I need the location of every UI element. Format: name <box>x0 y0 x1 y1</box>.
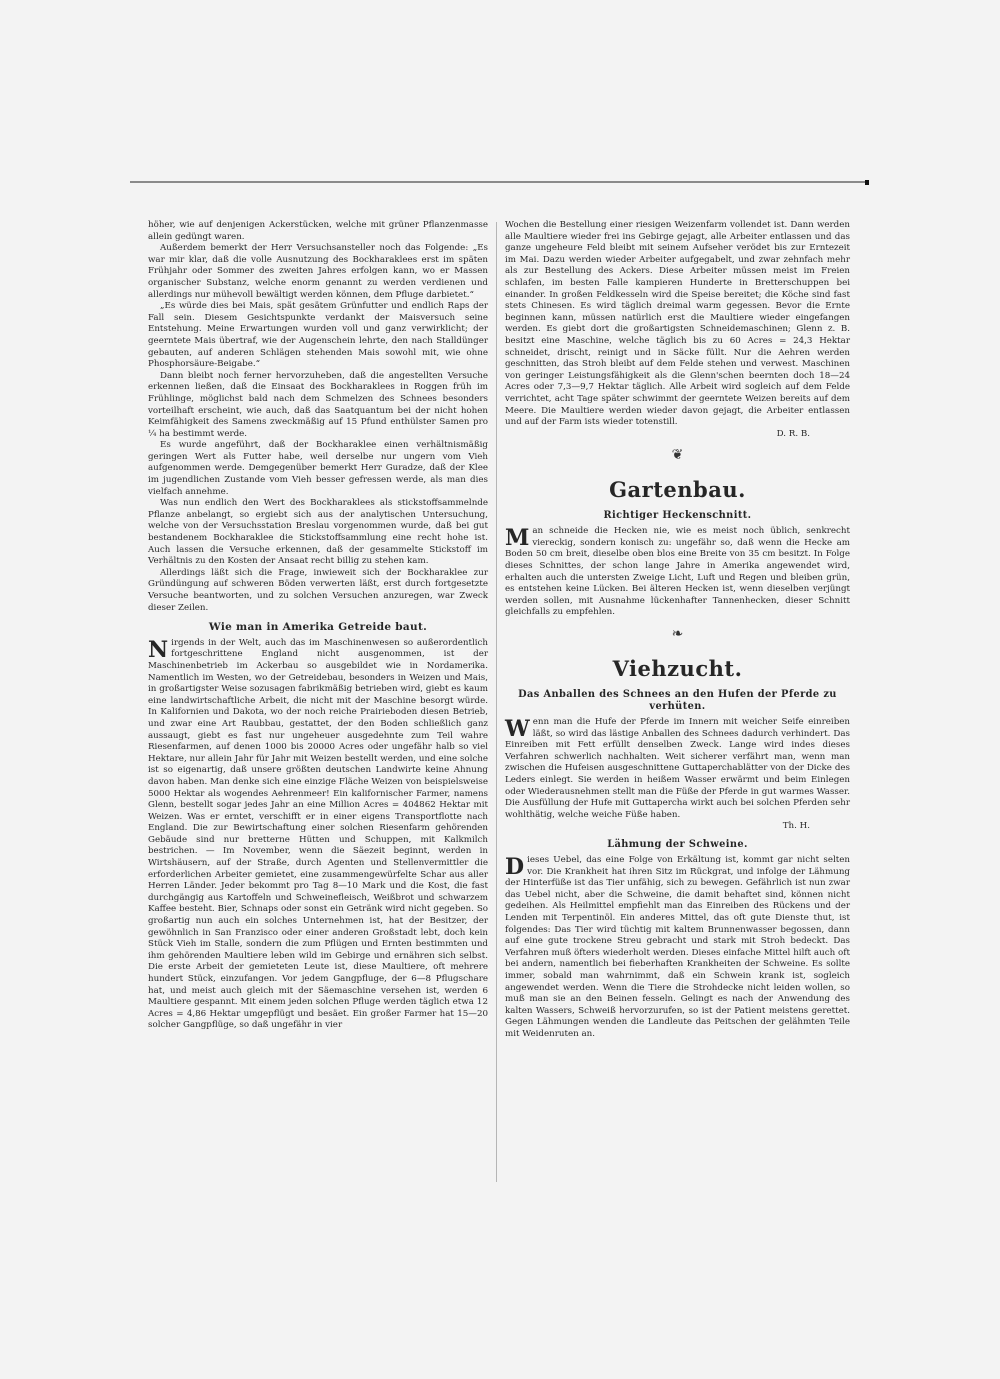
left-column <box>148 220 488 1032</box>
author-signature: Th. H. <box>782 821 810 832</box>
drop-cap: D <box>505 853 525 880</box>
drop-cap: M <box>505 525 530 552</box>
drop-cap: N <box>148 636 169 663</box>
section-heading-gartenbau: Gartenbau. <box>609 477 746 503</box>
right-column <box>505 220 850 1040</box>
ornament-icon: ❧ <box>671 626 684 643</box>
article-headline: Richtiger Heckenschnitt. <box>603 510 752 522</box>
section-heading-viehzucht: Viehzucht. <box>612 656 743 682</box>
author-signature: D. R. B. <box>776 428 810 439</box>
article-body <box>505 717 850 821</box>
paragraph: „Es würde dies bei Mais, spät gesätem Grünfutter und endlich Raps der Fall sein. Diesem Gesichtspunkte verdankt der Maisversuch seine Entstehung. Meine Erwartungen wurden voll und ganz verwirklicht; der geerntete Mais übertraf, wie der Augenschein lehrte, den nach Stalldünger gebauten, auf anderen Schlägen stehenden Mais sowohl mit, wie ohne Phosphorsäure-Beigabe.“ <box>148 301 488 370</box>
paragraph: Dann bleibt noch ferner hervorzuheben, daß die angestellten Versuche erkennen ließen, daß die Einsaat des Bockharaklees in Roggen früh im Frühlinge, möglichst bald nach dem Schmelzen des Schnees besonders vorteilhaft erscheint, wie auch, daß das Saatquantum bei der nicht hohen Keimfähigkeit des Samens zweckmäßig auf 15 Pfund enthülster Samen pro ¼ ha bestimmt werde. <box>148 370 488 439</box>
article-text: irgends in der Welt, auch das im Maschinenwesen so außerordentlich fortgeschrittene England nicht ausgenommen, ist der Maschinenbetrieb im Ackerbau so ausgebildet wie in Nordamerika. Namentlich im Westen, wo der Getreidebau, besonders in Weizen und Mais, in großartigster Weise sozusagen fabrikmäßig betrieben wird, giebt es kaum eine landwirtschaftliche Arbeit, die nicht mit der Maschine besorgt würde. In Kalifornien und Dakota, wo der noch reiche Prairieboden diesen Betrieb, und zwar eine Art Raubbau, gestattet, der den Boden schließlich ganz aussaugt, giebt es fast nur ungeheuer ausgedehnte zum Teil wahre Riesenfarmen, auf denen 1000 bis 20000 Acres oder ungefähr halb so viel Hektare, nur allein Jahr für Jahr mit Weizen bestellt werden, und eine solche ist so eigenartig, daß unsere größten deutschen Landwirte keine Ahnung davon haben. Man denke sich eine einzige Fläche Weizen von beispielsweise 5000 Hektar als wogendes Aehrenmeer! Ein kalifornischer Farmer, namens Glenn, bestellt sogar jedes Jahr an eine Million Acres = 404862 Hektar mit Weizen. Was er erntet, verschifft er in einer eigens Transportflotte nach England. Die zur Bewirtschaftung einer solchen Riesenfarm gehörenden Gebäude sind nur bretterne Hütten und Schuppen, mit Kalkmilch bestrichen. — Im November, wenn die Säezeit beginnt, werden in Wirtshäusern, auf der Straße, durch Agenten und Stellenvermittler die erforderlichen Arbeiter gemietet, eine zusammengewürfelte Schar aus aller Herren Länder. Jeder bekommt pro Tag 8—10 Mark und die Kost, die fast durchgängig aus Kartoffeln und Schweinefleisch, Weißbrot und schwarzem Kaffee besteht. Bier, Schnaps oder sonst ein Getränk wird nicht gegeben. So großartig nun auch ein solches Unternehmen ist, hat der Besitzer, der gewöhnlich in San Franzisco oder einer anderen Großstadt lebt, doch kein Stück Vieh im Stalle, sondern die zum Pflügen und Ernten bestimmten und ihm gehörenden Maultiere leben wild im Gebirge und ernähren sich selbst. Die erste Arbeit der gemieteten Leute ist, diese Maultiere, oft mehrere hundert Stück, einzufangen. Vor jedem Gangpfluge, der 6—8 Pflugschare hat, und meist auch gleich mit der Säemaschine versehen ist, werden 6 Maultiere gespannt. Mit einem jeden solchen Pfluge werden täglich etwa 12 Acres = 4,86 Hektar umgepflügt und besäet. Ein großer Farmer hat 15—20 solcher Gangpflüge, so daß ungefähr in vier <box>148 637 488 1031</box>
article-text: ieses Uebel, das eine Folge von Erkältung ist, kommt gar nicht selten vor. Die Krankheit hat ihren Sitz im Rückgrat, und infolge der Lähmung der Hinterfüße ist das Tier unfähig, sich zu bewegen. Gefährlich ist nun zwar das Uebel nicht, aber die Schweine, die damit behaftet sind, können nicht gedeihen. Als Heilmittel empfiehlt man das Einreiben des Rückens und der Lenden mit Terpentinöl. Ein anderes Mittel, das oft gute Dienste thut, ist folgendes: Das Tier wird tüchtig mit kaltem Brunnenwasser begossen, dann auf eine gute trockene Streu gebracht und stark mit Stroh bedeckt. Das Verfahren muß öfters wiederholt werden. Dieses einfache Mittel hilft auch oft bei andern, namentlich bei fieberhaften Krankheiten der Schweine. Es sollte immer, sobald man wahrnimmt, daß ein Schwein krank ist, sogleich angewendet werden. Wenn die Tiere die Strohdecke nicht leiden wollen, so muß man sie an den Beinen fesseln. Gelingt es nach der Anwendung des kalten Wassers, Schweiß hervorzurufen, so ist der Patient meistens gerettet. Gegen Lähmungen wenden die Landleute das Peitschen der gelähmten Teile mit Weidenruten an. <box>505 854 850 1039</box>
paragraph: Außerdem bemerkt der Herr Versuchsansteller noch das Folgende: „Es war mir klar, daß die volle Ausnutzung des Bockharaklees erst im späten Frühjahr oder Sommer des zweiten Jahres erfolgen kann, wo er Massen organischer Substanz, welche enorm genannt zu werden verdienen und allerdings nur mühevoll bewältigt werden können, dem Pfluge darbietet.“ <box>148 243 488 300</box>
article-headline: Wie man in Amerika Getreide baut. <box>208 621 428 634</box>
column-divider <box>496 222 497 1182</box>
paragraph: Was nun endlich den Wert des Bockharaklees als stickstoffsammelnde Pflanze anbelangt, so ergiebt sich aus der analytischen Untersuchung, welche von der Versuchsstation Breslau vorgenommen wurde, daß bei gut bestandenem Bockharaklee die Stickstoffsammlung eine recht hohe ist. Auch lassen die Versuche erkennen, daß der gesammelte Stickstoff im Verhältnis zu den Kosten der Ansaat recht billig zu stehen kam. <box>148 498 488 567</box>
top-rule <box>130 181 868 183</box>
article-headline: Das Anballen des Schnees an den Hufen der Pferde zu verhüten. <box>518 689 837 713</box>
edge-mark <box>865 180 869 185</box>
article-body <box>505 526 850 619</box>
article-text: enn man die Hufe der Pferde im Innern mit weicher Seife einreiben läßt, so wird das lästige Anballen des Schnees dadurch verhindert. Das Einreiben mit Fett erfüllt denselben Zweck. Lange wird indes dieses Verfahren schwerlich nachhalten. Weit sicherer verfährt man, wenn man zwischen die Hufeisen ausgeschnittene Guttaperchablätter von der Dicke des Leders einlegt. Sie werden in heißem Wasser erwärmt und beim Einlegen oder Wiederausnehmen stellt man die Füße der Pferde in gut warmes Wasser. Die Ausfüllung der Hufe mit Guttapercha wirkt auch bei solchen Pferden sehr wohlthätig, welche weiche Füße haben. <box>505 717 850 820</box>
drop-cap: W <box>505 716 530 743</box>
article-body <box>505 855 850 1041</box>
article-text: an schneide die Hecken nie, wie es meist noch üblich, senkrecht viereckig, sondern konisch zu: ungefähr so, daß wenn die Hecke am Boden 50 cm breit, dieselbe oben blos eine Breite von 35 cm besitzt. In Folge dieses Schnittes, der schon lange Jahre in Amerika angewendet wird, erhalten auch die untersten Zweige Licht, Luft und Regen und bleiben grün, es entstehen keine Lücken. Bei älteren Hecken ist, wenn dieselben verjüngt werden sollen, mit Ausnahme lückenhafter Tannenhecken, dieser Schnitt gleichfalls zu empfehlen. <box>505 526 850 618</box>
paragraph: höher, wie auf denjenigen Ackerstücken, welche mit grüner Pflanzenmasse allein gedüngt waren. <box>148 220 488 242</box>
paragraph: Wochen die Bestellung einer riesigen Weizenfarm vollendet ist. Dann werden alle Maultiere wieder frei ins Gebirge gejagt, alle Arbeiter entlassen und das ganze ungeheure Feld bleibt mit seinem Aufseher verödet bis zur Erntezeit im Mai. Dazu werden wieder Arbeiter aufgegabelt, und zwar zehnfach mehr als zur Bestellung des Ackers. Diese Arbeiter müssen meist im Freien schlafen, im besten Falle kampieren Hunderte in Bretterschuppen bei einander. In großen Feldkesseln wird die Speise bereitet; die Köche sind fast stets Chinesen. Es wird täglich dreimal warm gegessen. Bevor die Ernte beginnen kann, müssen natürlich erst die Maultiere wieder eingefangen werden. Es giebt dort die großartigsten Schneidemaschinen; Glenn z. B. besitzt eine Maschine, welche täglich bis zu 60 Acres = 24,3 Hektar schneidet, drischt, reinigt und in Säcke füllt. Nur die Aehren werden geschnitten, das Stroh bleibt auf dem Felde stehen und verwest. Maschinen von geringer Leistungsfähigkeit als die Glenn'schen beernten doch 18—24 Acres oder 7,3—9,7 Hektar täglich. Alle Arbeit wird sogleich auf dem Felde verrichtet, acht Tage später schwimmt der geerntete Weizen bereits auf dem Meere. Die Maultiere werden wieder davon gejagt, die Arbeiter entlassen und auf der Farm ists wieder totenstill. <box>505 220 850 428</box>
article-headline: Lähmung der Schweine. <box>607 838 748 850</box>
paragraph: Allerdings läßt sich die Frage, inwieweit sich der Bockharaklee zur Gründüngung auf schweren Böden verwerten läßt, erst durch fortgesetzte Versuche beantworten, und zu solchen Versuchen anzuregen, war Zweck dieser Zeilen. <box>148 567 488 613</box>
ornament-icon: ❦ <box>671 447 684 464</box>
paragraph: Es wurde angeführt, daß der Bockharaklee einen verhältnismäßig geringen Wert als Futter habe, weil derselbe nur ungern vom Vieh aufgenommen werde. Demgegenüber bemerkt Herr Guradze, daß der Klee im jugendlichen Zustande vom Vieh besser gefressen werde, als man dies vielfach annehme. <box>148 440 488 497</box>
article-body <box>148 638 488 1032</box>
